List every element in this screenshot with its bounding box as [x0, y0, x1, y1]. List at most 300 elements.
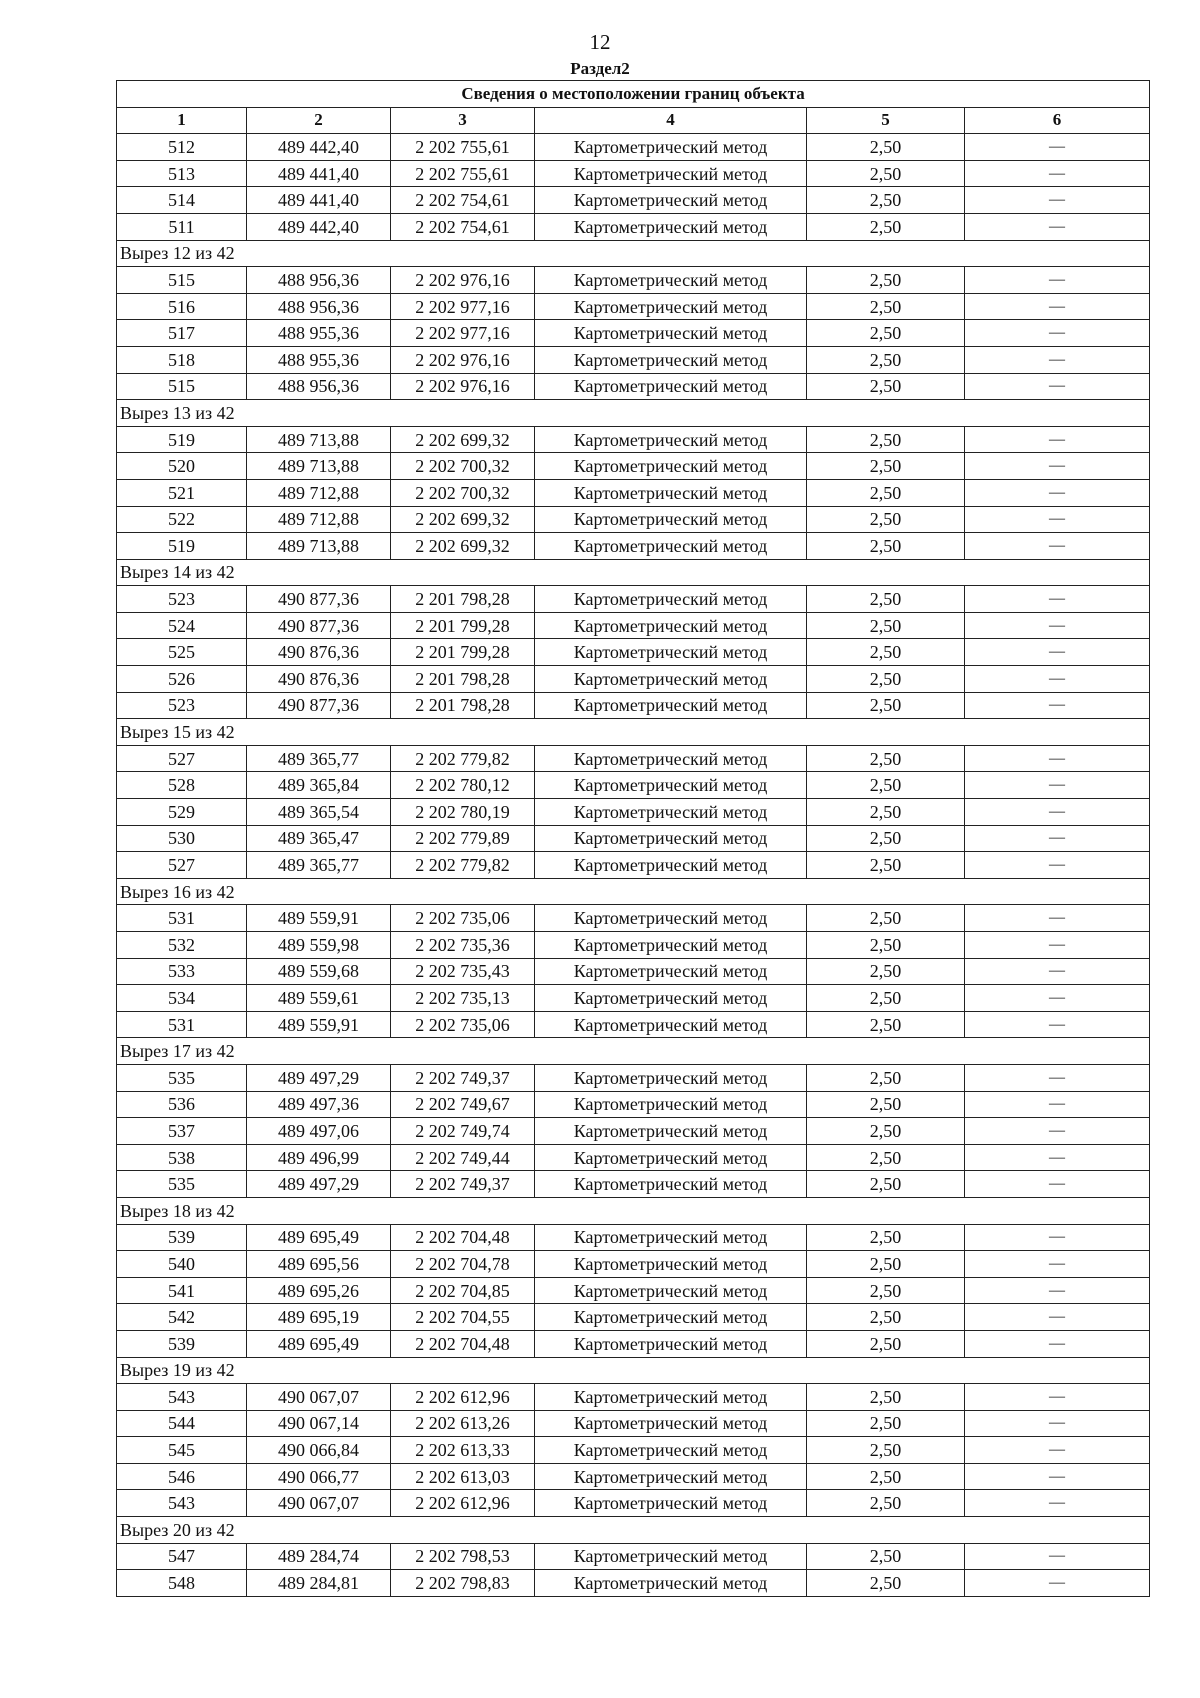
table-cell: 2 201 798,28 [391, 666, 535, 693]
table-row [117, 1091, 1150, 1118]
group-header-row [117, 1517, 1150, 1544]
table-cell: 488 955,36 [247, 320, 391, 347]
table-row [117, 639, 1150, 666]
table-row [117, 1118, 1150, 1145]
table-cell: Картометрический метод [535, 612, 807, 639]
table-cell: 2,50 [807, 213, 965, 240]
table-cell: Картометрический метод [535, 1251, 807, 1278]
table-cell: — [965, 1091, 1150, 1118]
table-row [117, 1011, 1150, 1038]
table-row [117, 533, 1150, 560]
table-row [117, 985, 1150, 1012]
table-cell: Картометрический метод [535, 1064, 807, 1091]
table-row [117, 320, 1150, 347]
table-cell: 490 067,07 [247, 1490, 391, 1517]
table-cell: — [965, 1224, 1150, 1251]
table-row [117, 134, 1150, 161]
group-label: Вырез 14 из 42 [117, 559, 1150, 586]
table-cell: 490 066,77 [247, 1463, 391, 1490]
table-cell: 2 202 754,61 [391, 187, 535, 214]
table-cell: 2,50 [807, 586, 965, 613]
table-cell: Картометрический метод [535, 426, 807, 453]
table-cell: 489 712,88 [247, 479, 391, 506]
table-cell: 2,50 [807, 1304, 965, 1331]
table-cell: — [965, 1118, 1150, 1145]
table-cell: 2,50 [807, 1437, 965, 1464]
table-cell: 531 [117, 1011, 247, 1038]
table-cell: 489 441,40 [247, 160, 391, 187]
table-cell: 2 201 799,28 [391, 639, 535, 666]
table-row [117, 1251, 1150, 1278]
table-cell: 2 202 976,16 [391, 346, 535, 373]
table-cell: Картометрический метод [535, 1543, 807, 1570]
table-cell: 2 201 799,28 [391, 612, 535, 639]
table-cell: 2 202 976,16 [391, 373, 535, 400]
table-cell: 2 202 749,37 [391, 1171, 535, 1198]
table-row [117, 426, 1150, 453]
boundary-coordinates-table [116, 80, 1150, 1597]
table-row [117, 1330, 1150, 1357]
table-row [117, 799, 1150, 826]
table-row [117, 1144, 1150, 1171]
table-cell: — [965, 1171, 1150, 1198]
table-cell: 2,50 [807, 692, 965, 719]
table-cell: 2 202 749,74 [391, 1118, 535, 1145]
table-cell: 2,50 [807, 1091, 965, 1118]
table-cell: 515 [117, 373, 247, 400]
table-row [117, 373, 1150, 400]
table-cell: 2,50 [807, 1570, 965, 1597]
table-cell: 2 202 977,16 [391, 320, 535, 347]
table-cell: 2,50 [807, 985, 965, 1012]
table-cell: 2 202 755,61 [391, 134, 535, 161]
table-cell: 489 713,88 [247, 426, 391, 453]
table-cell: Картометрический метод [535, 1224, 807, 1251]
table-cell: 539 [117, 1224, 247, 1251]
table-cell: 489 497,29 [247, 1171, 391, 1198]
table-cell: 546 [117, 1463, 247, 1490]
table-cell: 2 202 780,12 [391, 772, 535, 799]
table-cell: 2 202 976,16 [391, 267, 535, 294]
table-cell: — [965, 639, 1150, 666]
group-label: Вырез 13 из 42 [117, 400, 1150, 427]
table-cell: 540 [117, 1251, 247, 1278]
table-row [117, 1490, 1150, 1517]
table-cell: 2 202 612,96 [391, 1490, 535, 1517]
table-cell: — [965, 134, 1150, 161]
table-cell: — [965, 958, 1150, 985]
table-cell: — [965, 1251, 1150, 1278]
page-number: 12 [589, 30, 611, 54]
table-cell: — [965, 799, 1150, 826]
table-cell: 2 202 735,06 [391, 905, 535, 932]
table-cell: 2 202 613,03 [391, 1463, 535, 1490]
group-header-row [117, 1038, 1150, 1065]
table-cell: 2,50 [807, 346, 965, 373]
table-cell: 490 877,36 [247, 692, 391, 719]
table-row [117, 1277, 1150, 1304]
table-cell: Картометрический метод [535, 187, 807, 214]
table-cell: — [965, 453, 1150, 480]
table-cell: 489 695,49 [247, 1224, 391, 1251]
table-cell: — [965, 320, 1150, 347]
table-cell: 489 497,36 [247, 1091, 391, 1118]
table-cell: 2,50 [807, 1251, 965, 1278]
table-cell: 489 284,81 [247, 1570, 391, 1597]
table-cell: Картометрический метод [535, 692, 807, 719]
table-cell: 520 [117, 453, 247, 480]
table-cell: 489 497,06 [247, 1118, 391, 1145]
table-cell: Картометрический метод [535, 1490, 807, 1517]
table-cell: 524 [117, 612, 247, 639]
table-cell: Картометрический метод [535, 932, 807, 959]
group-header-row [117, 1357, 1150, 1384]
table-cell: 2,50 [807, 1410, 965, 1437]
table-cell: 2 202 613,26 [391, 1410, 535, 1437]
group-header-row [117, 1197, 1150, 1224]
table-cell: 488 956,36 [247, 373, 391, 400]
table-cell: — [965, 852, 1150, 879]
table-cell: — [965, 1304, 1150, 1331]
table-row [117, 346, 1150, 373]
table-cell: — [965, 1064, 1150, 1091]
table-cell: 489 442,40 [247, 213, 391, 240]
table-cell: — [965, 745, 1150, 772]
table-cell: 2,50 [807, 293, 965, 320]
table-cell: Картометрический метод [535, 1118, 807, 1145]
table-row [117, 1410, 1150, 1437]
table-row [117, 666, 1150, 693]
table-cell: 531 [117, 905, 247, 932]
table-cell: 516 [117, 293, 247, 320]
table-cell: 2,50 [807, 426, 965, 453]
table-cell: 490 876,36 [247, 666, 391, 693]
table-cell: 490 066,84 [247, 1437, 391, 1464]
table-cell: Картометрический метод [535, 1144, 807, 1171]
table-row [117, 293, 1150, 320]
group-label: Вырез 18 из 42 [117, 1197, 1150, 1224]
table-cell: 2 202 700,32 [391, 479, 535, 506]
table-cell: 542 [117, 1304, 247, 1331]
table-cell: 2,50 [807, 453, 965, 480]
table-cell: 489 365,84 [247, 772, 391, 799]
group-header-row [117, 878, 1150, 905]
table-cell: 2,50 [807, 958, 965, 985]
table-row [117, 932, 1150, 959]
table-cell: 2 202 704,55 [391, 1304, 535, 1331]
table-cell: Картометрический метод [535, 825, 807, 852]
table-cell: — [965, 1463, 1150, 1490]
table-cell: 489 559,68 [247, 958, 391, 985]
table-cell: 2 202 749,67 [391, 1091, 535, 1118]
table-cell: — [965, 985, 1150, 1012]
table-cell: 489 695,49 [247, 1330, 391, 1357]
table-cell: 533 [117, 958, 247, 985]
table-cell: 490 067,07 [247, 1384, 391, 1411]
table-cell: — [965, 612, 1150, 639]
table-cell: 2 202 704,48 [391, 1330, 535, 1357]
table-cell: 536 [117, 1091, 247, 1118]
table-cell: Картометрический метод [535, 958, 807, 985]
table-cell: 548 [117, 1570, 247, 1597]
table-cell: 519 [117, 533, 247, 560]
table-cell: — [965, 1410, 1150, 1437]
table-cell: 2 202 779,82 [391, 745, 535, 772]
table-cell: — [965, 293, 1150, 320]
table-cell: Картометрический метод [535, 267, 807, 294]
section-title: Раздел2 [570, 59, 630, 78]
table-cell: 2,50 [807, 745, 965, 772]
table-title: Сведения о местоположении границ объекта [117, 81, 1150, 108]
table-cell: Картометрический метод [535, 1463, 807, 1490]
table-cell: Картометрический метод [535, 160, 807, 187]
table-title-row [117, 81, 1150, 108]
table-cell: 490 877,36 [247, 612, 391, 639]
table-cell: 2,50 [807, 267, 965, 294]
table-cell: 2 202 798,53 [391, 1543, 535, 1570]
group-label: Вырез 20 из 42 [117, 1517, 1150, 1544]
table-cell: Картометрический метод [535, 373, 807, 400]
table-cell: — [965, 479, 1150, 506]
table-row [117, 852, 1150, 879]
table-cell: 2 202 699,32 [391, 506, 535, 533]
table-cell: 2,50 [807, 1144, 965, 1171]
table-cell: Картометрический метод [535, 1384, 807, 1411]
table-cell: 2,50 [807, 160, 965, 187]
table-cell: Картометрический метод [535, 453, 807, 480]
table-cell: 2,50 [807, 1171, 965, 1198]
table-cell: — [965, 267, 1150, 294]
table-cell: — [965, 772, 1150, 799]
table-cell: 490 067,14 [247, 1410, 391, 1437]
table-cell: 2,50 [807, 479, 965, 506]
table-cell: 527 [117, 852, 247, 879]
table-row [117, 453, 1150, 480]
column-header: 2 [247, 107, 391, 134]
table-cell: — [965, 533, 1150, 560]
table-cell: Картометрический метод [535, 320, 807, 347]
table-cell: Картометрический метод [535, 666, 807, 693]
table-cell: 489 284,74 [247, 1543, 391, 1570]
table-cell: Картометрический метод [535, 745, 807, 772]
table-cell: — [965, 666, 1150, 693]
table-body [117, 134, 1150, 1597]
table-cell: Картометрический метод [535, 799, 807, 826]
table-row [117, 1171, 1150, 1198]
table-cell: 2 202 749,37 [391, 1064, 535, 1091]
table-cell: 2 202 755,61 [391, 160, 535, 187]
table-cell: 489 559,91 [247, 905, 391, 932]
table-row [117, 1570, 1150, 1597]
table-cell: 2,50 [807, 666, 965, 693]
table-cell: Картометрический метод [535, 1570, 807, 1597]
table-cell: 535 [117, 1064, 247, 1091]
column-header: 6 [965, 107, 1150, 134]
table-cell: 521 [117, 479, 247, 506]
table-cell: Картометрический метод [535, 985, 807, 1012]
table-cell: 517 [117, 320, 247, 347]
table-row [117, 267, 1150, 294]
group-header-row [117, 240, 1150, 267]
table-row [117, 1304, 1150, 1331]
table-cell: 2 202 779,89 [391, 825, 535, 852]
table-cell: Картометрический метод [535, 905, 807, 932]
table-cell: 2,50 [807, 1011, 965, 1038]
table-cell: Картометрический метод [535, 479, 807, 506]
table-cell: 2,50 [807, 134, 965, 161]
table-cell: 2 202 704,48 [391, 1224, 535, 1251]
table-cell: 2 202 735,43 [391, 958, 535, 985]
table-cell: Картометрический метод [535, 1171, 807, 1198]
table-cell: 541 [117, 1277, 247, 1304]
table-row [117, 825, 1150, 852]
table-cell: — [965, 1144, 1150, 1171]
group-label: Вырез 19 из 42 [117, 1357, 1150, 1384]
table-cell: 2,50 [807, 506, 965, 533]
table-cell: 2,50 [807, 1463, 965, 1490]
table-cell: 512 [117, 134, 247, 161]
table-cell: — [965, 1330, 1150, 1357]
table-cell: 2,50 [807, 320, 965, 347]
table-cell: 489 365,54 [247, 799, 391, 826]
table-cell: — [965, 1437, 1150, 1464]
table-cell: 2,50 [807, 852, 965, 879]
table-row [117, 1543, 1150, 1570]
table-cell: Картометрический метод [535, 639, 807, 666]
table-row [117, 745, 1150, 772]
table-row [117, 612, 1150, 639]
table-cell: Картометрический метод [535, 1011, 807, 1038]
table-cell: 547 [117, 1543, 247, 1570]
column-header: 3 [391, 107, 535, 134]
table-cell: 489 695,19 [247, 1304, 391, 1331]
group-label: Вырез 12 из 42 [117, 240, 1150, 267]
column-number-row [117, 107, 1150, 134]
table-cell: Картометрический метод [535, 506, 807, 533]
table-cell: Картометрический метод [535, 772, 807, 799]
table-cell: 532 [117, 932, 247, 959]
table-row [117, 479, 1150, 506]
table-cell: 2,50 [807, 639, 965, 666]
table-cell: — [965, 825, 1150, 852]
table-cell: 489 441,40 [247, 187, 391, 214]
table-cell: — [965, 160, 1150, 187]
table-cell: 2,50 [807, 905, 965, 932]
table-cell: — [965, 1543, 1150, 1570]
table-cell: — [965, 1384, 1150, 1411]
table-cell: 2 202 780,19 [391, 799, 535, 826]
table-cell: 2,50 [807, 932, 965, 959]
table-cell: 526 [117, 666, 247, 693]
table-row [117, 213, 1150, 240]
table-row [117, 772, 1150, 799]
table-cell: 2,50 [807, 533, 965, 560]
table-cell: 489 496,99 [247, 1144, 391, 1171]
table-cell: 489 559,61 [247, 985, 391, 1012]
table-cell: 528 [117, 772, 247, 799]
table-cell: 537 [117, 1118, 247, 1145]
table-cell: 2 202 735,13 [391, 985, 535, 1012]
group-header-row [117, 400, 1150, 427]
table-cell: 488 956,36 [247, 267, 391, 294]
table-cell: 2 202 735,06 [391, 1011, 535, 1038]
table-cell: — [965, 1011, 1150, 1038]
table-row [117, 506, 1150, 533]
table-cell: 489 365,77 [247, 745, 391, 772]
table-row [117, 160, 1150, 187]
table-cell: 489 365,47 [247, 825, 391, 852]
table-cell: 2,50 [807, 799, 965, 826]
table-cell: 489 695,26 [247, 1277, 391, 1304]
group-header-row [117, 719, 1150, 746]
table-cell: 2 202 754,61 [391, 213, 535, 240]
table-row [117, 1064, 1150, 1091]
table-cell: 489 365,77 [247, 852, 391, 879]
table-cell: 2,50 [807, 187, 965, 214]
table-cell: 539 [117, 1330, 247, 1357]
table-cell: 518 [117, 346, 247, 373]
table-cell: 527 [117, 745, 247, 772]
table-row [117, 905, 1150, 932]
table-row [117, 1384, 1150, 1411]
table-cell: 2 201 798,28 [391, 692, 535, 719]
table-cell: — [965, 426, 1150, 453]
table-cell: 2,50 [807, 1543, 965, 1570]
table-cell: 2,50 [807, 772, 965, 799]
table-cell: Картометрический метод [535, 586, 807, 613]
table-cell: 488 956,36 [247, 293, 391, 320]
table-cell: 489 712,88 [247, 506, 391, 533]
table-cell: 2 202 699,32 [391, 533, 535, 560]
table-cell: — [965, 346, 1150, 373]
table-cell: Картометрический метод [535, 1330, 807, 1357]
table-cell: 489 497,29 [247, 1064, 391, 1091]
table-cell: Картометрический метод [535, 134, 807, 161]
table-cell: 543 [117, 1490, 247, 1517]
table-cell: 2,50 [807, 1277, 965, 1304]
table-cell: — [965, 905, 1150, 932]
table-cell: 489 442,40 [247, 134, 391, 161]
table-row [117, 586, 1150, 613]
table-cell: 2 202 699,32 [391, 426, 535, 453]
table-row [117, 958, 1150, 985]
table-cell: 511 [117, 213, 247, 240]
table-cell: — [965, 506, 1150, 533]
table-cell: 534 [117, 985, 247, 1012]
table-cell: — [965, 373, 1150, 400]
table-cell: 514 [117, 187, 247, 214]
table-row [117, 1437, 1150, 1464]
table-cell: 490 877,36 [247, 586, 391, 613]
column-header: 5 [807, 107, 965, 134]
table-cell: Картометрический метод [535, 852, 807, 879]
table-cell: — [965, 1490, 1150, 1517]
table-cell: Картометрический метод [535, 1091, 807, 1118]
table-cell: Картометрический метод [535, 1304, 807, 1331]
table-cell: 2,50 [807, 1064, 965, 1091]
table-cell: 538 [117, 1144, 247, 1171]
table-cell: 2,50 [807, 1384, 965, 1411]
column-header: 1 [117, 107, 247, 134]
table-cell: 2 202 704,85 [391, 1277, 535, 1304]
table-cell: — [965, 213, 1150, 240]
table-cell: Картометрический метод [535, 1277, 807, 1304]
table-cell: 535 [117, 1171, 247, 1198]
table-row [117, 1224, 1150, 1251]
table-cell: 2 202 977,16 [391, 293, 535, 320]
table-cell: Картометрический метод [535, 346, 807, 373]
table-row [117, 187, 1150, 214]
